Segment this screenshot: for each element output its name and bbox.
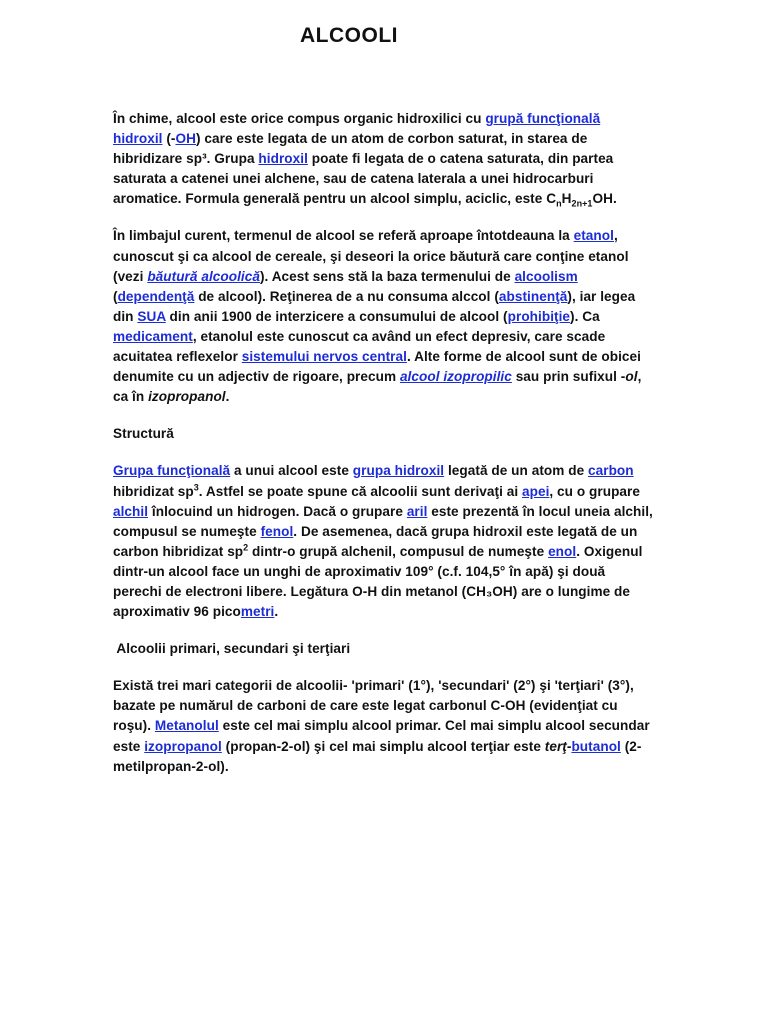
link-alcoolism[interactable]: alcoolism	[514, 268, 578, 284]
text: (2-metilpropan-2-ol).	[113, 738, 642, 774]
text: ). Ca	[570, 308, 600, 324]
text: din anii 1900 de interzicere a consumului de alcool (	[165, 308, 508, 324]
italic-ol: ol	[625, 369, 638, 385]
text: poate fi legata de o catena saturata, din partea saturata a catenei unei alchene, sau de catena laterala a unei hidrocarburi aromatice. Formula generală pentru un alcool simplu, aciclic, este C	[113, 151, 614, 207]
superscript-3: 3	[193, 481, 199, 492]
link-izopropanol[interactable]: izopropanol	[144, 738, 222, 754]
superscript-2: 2	[243, 542, 249, 553]
link-sua[interactable]: SUA	[137, 308, 166, 324]
text: H	[561, 191, 572, 207]
text: . Oxigenul dintr-un alcool face un unghi de aproximativ 109° (c.f. 104,5° în apă) şi două perechi de electroni libere. Legătura O-H din metanol (CH₃OH) are o lungime de aproximativ 96 pico	[113, 543, 643, 620]
text: În chime, alcool este orice compus organic hidroxilici cu	[113, 111, 486, 126]
subscript-n: n	[556, 199, 562, 210]
link-apei[interactable]: apei	[522, 483, 550, 499]
link-etanol[interactable]: etanol	[573, 228, 614, 244]
text: de alcool). Reţinerea de a nu consuma alccol (	[194, 288, 499, 304]
link-prohibitie[interactable]: prohibiţie	[507, 308, 571, 324]
text: -	[566, 738, 572, 754]
text: Există trei mari categorii de alcoolii- 'primari' (1°), 'secundari' (2°) şi 'terţiari' (3°), bazate pe numărul de carboni de care este legat carbonul C-OH (evidenţiat cu roşu).	[113, 678, 634, 734]
text: (-	[162, 131, 176, 147]
subscript-2n1: 2n+1	[571, 199, 593, 210]
text: dintr-o grupă alchenil, compusul de numeşte	[248, 543, 549, 559]
text: . Alte forme de alcool sunt de obicei denumite cu un adjectiv de rigoare, precum	[113, 349, 641, 385]
link-aril[interactable]: aril	[406, 503, 428, 519]
document-body	[113, 109, 653, 794]
text: a unui alcool este	[230, 463, 353, 479]
text: .	[225, 389, 230, 405]
text: . Astfel se poate spune că alcoolii sunt derivaţi ai	[198, 483, 522, 499]
paragraph-categories	[113, 676, 653, 776]
link-abstinenta[interactable]: abstinenţă	[498, 288, 568, 304]
link-hidroxil-2[interactable]: hidroxil	[258, 151, 308, 167]
paragraph-intro	[113, 109, 653, 209]
italic-tert: terţ	[544, 738, 567, 754]
link-carbon[interactable]: carbon	[588, 463, 634, 479]
section-heading-primari: Alcoolii primari, secundari şi terţiari	[113, 641, 351, 657]
text: este cel mai simplu alcool primar. Cel mai simplu alcool secundar este	[113, 718, 650, 754]
text: , cunoscut şi ca alcool de cereale, şi deseori la orice băutură care conţine etanol (vezi	[113, 228, 629, 284]
link-grupa-functionala-2[interactable]: Grupa funcţională	[113, 463, 231, 479]
link-sistemul-nervos-central[interactable]: sistemului nervos central	[241, 349, 407, 365]
link-enol[interactable]: enol	[548, 543, 577, 559]
section-heading-structura: Structură	[113, 426, 174, 442]
paragraph-structure	[113, 461, 653, 622]
text: este prezentă în locul uneia alchil, compusul se numeşte	[113, 503, 653, 539]
link-oh[interactable]: OH	[175, 131, 196, 147]
link-medicament[interactable]: medicament	[113, 328, 193, 344]
text: legată de un atom de	[444, 463, 589, 479]
link-metanolul[interactable]: Metanolul	[154, 718, 219, 734]
link-alchil[interactable]: alchil	[113, 503, 149, 519]
link-bautura-alcoolica[interactable]: băutură alcoolică	[147, 268, 260, 284]
text: (	[113, 288, 118, 304]
link-butanol[interactable]: butanol	[571, 738, 621, 754]
text: înlocuind un hidrogen. Dacă o grupare	[148, 503, 407, 519]
italic-izopropanol: izopropanol	[148, 389, 226, 405]
link-alcool-izopropilic[interactable]: alcool izopropilic	[399, 369, 512, 385]
text: , ca în	[113, 369, 642, 405]
link-grupa-functionala[interactable]: grupă funcţională	[485, 111, 601, 126]
text: ). Acest sens stă la baza termenului de	[259, 268, 515, 284]
text: ) care este legata de un atom de corbon saturat, in starea de hibridizare sp³. Grupa	[113, 131, 588, 167]
text: , cu o grupare	[549, 483, 640, 499]
document-title: ALCOOLI	[300, 24, 398, 47]
link-dependenta[interactable]: dependenţă	[117, 288, 195, 304]
text: OH.	[592, 191, 617, 207]
text: ), iar legea din	[113, 288, 636, 324]
text: , etanolul este cunoscut ca având un efect depresiv, care scade acuitatea reflexelor	[113, 328, 606, 365]
link-fenol[interactable]: fenol	[260, 523, 294, 539]
paragraph-usage	[113, 226, 653, 407]
link-metri[interactable]: metri	[240, 604, 275, 620]
link-hidroxil[interactable]: hidroxil	[113, 131, 163, 147]
link-grupa-hidroxil[interactable]: grupa hidroxil	[352, 463, 445, 479]
text: . De asemenea, dacă grupa hidroxil este legată de un carbon hibridizat sp	[113, 523, 638, 559]
text: sau prin sufixul -	[511, 369, 626, 385]
text: hibridizat sp	[113, 483, 194, 499]
text: În limbajul curent, termenul de alcool se referă aproape întotdeauna la	[113, 228, 574, 244]
text: .	[274, 604, 279, 620]
text: (propan-2-ol) şi cel mai simplu alcool terţiar este	[221, 738, 545, 754]
